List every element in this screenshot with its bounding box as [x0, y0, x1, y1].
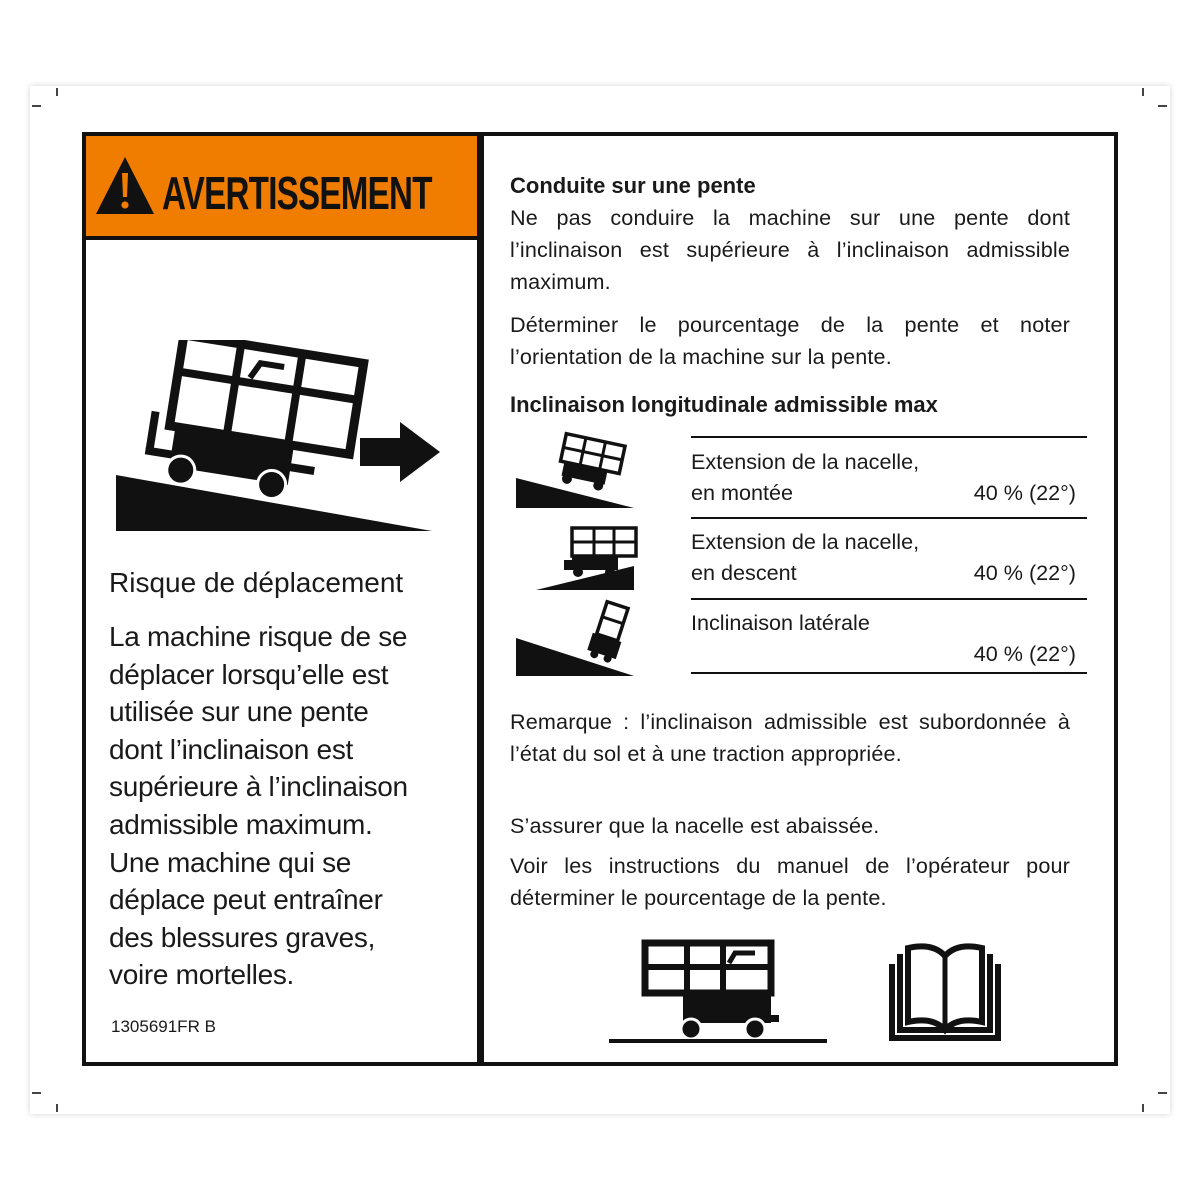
- hazard-line: dont l’inclinaison est: [109, 733, 353, 765]
- spec-label: en montée: [691, 480, 794, 505]
- hazard-line: déplacer lorsqu’elle est: [109, 658, 389, 690]
- spec-value: 40 % (22°): [973, 480, 1076, 505]
- hazard-line: supérieure à l’inclinaison: [109, 771, 408, 803]
- spec-divider: [691, 598, 1087, 600]
- spec-label: Inclinaison latérale: [691, 610, 870, 635]
- trim-mark: [56, 88, 58, 96]
- instruction-paragraph: Ne pas conduire la machine sur une pente dont l’inclinaison est supérieure à l’inclinaison admissible maximum.: [510, 205, 1070, 294]
- instruction-paragraph: Déterminer le pourcentage de la pente et noter l’orientation de la machine sur la pente.: [510, 312, 1070, 369]
- part-number: 1305691FR B: [111, 1017, 216, 1036]
- lift-side-slope-icon: [514, 598, 638, 678]
- hazard-line: déplace peut entraîner: [109, 884, 383, 916]
- trim-mark: [1158, 1092, 1167, 1094]
- hazard-line: admissible maximum.: [109, 808, 373, 840]
- spec-label: Extension de la nacelle,: [691, 529, 920, 554]
- spec-label: en descent: [691, 560, 797, 585]
- section-heading: Conduite sur une pente: [510, 173, 756, 198]
- instruction-paragraph: S’assurer que la nacelle est abaissée.: [510, 813, 880, 838]
- spec-divider: [691, 517, 1087, 519]
- hazard-line: La machine risque de se: [109, 621, 408, 652]
- hazard-title: Risque de déplacement: [109, 567, 404, 598]
- scissor-lift-lowered-icon: [605, 935, 830, 1047]
- trim-mark: [1142, 1104, 1144, 1112]
- warning-header-rule: [86, 236, 477, 240]
- hazard-line: utilisée sur une pente: [109, 696, 369, 728]
- trim-mark: [32, 105, 41, 107]
- trim-mark: [1142, 88, 1144, 96]
- hazard-line: des blessures graves,: [109, 921, 376, 953]
- warning-triangle-icon: [94, 155, 156, 217]
- instruction-paragraph: Voir les instructions du manuel de l’opérateur pour déterminer le pourcentage de la pente.: [510, 853, 1070, 910]
- table-heading: Inclinaison longitudinale admissible max: [510, 392, 938, 417]
- trim-mark: [56, 1104, 58, 1112]
- panel-divider: [477, 132, 484, 1066]
- spec-divider: [691, 672, 1087, 674]
- lift-uphill-icon: [514, 430, 638, 510]
- spec-value: 40 % (22°): [973, 560, 1076, 585]
- warning-title: AVERTISSEMENT: [162, 167, 432, 219]
- operator-manual-icon: [886, 942, 1004, 1046]
- spec-label: Extension de la nacelle,: [691, 449, 920, 474]
- hazard-line: Une machine qui se: [109, 846, 352, 878]
- spec-divider: [691, 436, 1087, 438]
- hazard-line: voire mortelles.: [109, 959, 295, 991]
- trim-mark: [32, 1092, 41, 1094]
- note-paragraph: Remarque : l’inclinaison admissible est subordonnée à l’état du sol et à une traction appropriée.: [510, 709, 1070, 766]
- scissor-lift-rolling-downhill-icon: [110, 340, 450, 540]
- lift-downhill-icon: [514, 512, 638, 592]
- spec-value: 40 % (22°): [973, 641, 1076, 666]
- trim-mark: [1158, 105, 1167, 107]
- hazard-description: [109, 618, 454, 994]
